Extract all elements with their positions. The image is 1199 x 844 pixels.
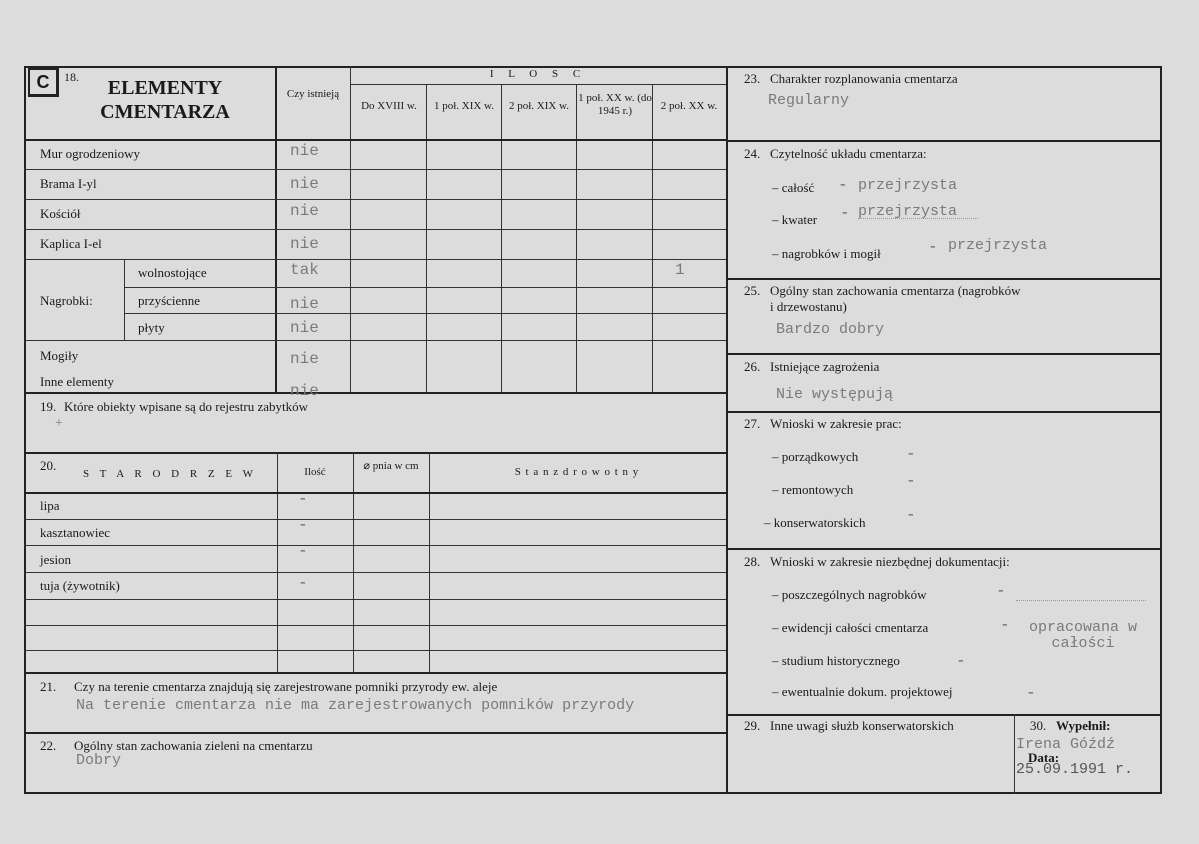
s27-item: – remontowych [772,482,854,497]
s21-label: Czy na terenie cmentarza znajdują się zarejestrowane pomniki przyrody ew. aleje [74,679,498,694]
s20-hline [24,545,726,546]
s18-hline [24,199,726,200]
s18-vline [576,84,577,392]
s24-item-dash: - [838,176,848,194]
s18-hline [124,287,726,288]
s24-item-label: – całość [772,180,815,195]
row-label: Kaplica I-el [40,236,102,251]
column-divider [726,66,728,794]
s19-value: + [55,416,63,431]
s28-label: Wnioski w zakresie niezbędnej dokumentacji: [770,554,1010,569]
s28-number: 28. [744,554,761,569]
period-4: 1 poł. XX w. (do 1945 r.) [578,92,652,117]
s20-col-pnia: ⌀ pnia w cm [363,460,419,472]
s27-item-dash: - [906,506,916,524]
s20-hline [24,625,726,626]
s28-item-value: opracowana w całości [1028,619,1138,652]
tree-count: - [298,574,308,592]
s18-vline [124,259,125,340]
s24-item-label: – nagrobków i mogił [772,246,881,261]
s25-number: 25. [744,283,761,298]
s21-number: 21. [40,679,57,694]
s28-item-dash: - [1000,616,1010,634]
s23-number: 23. [744,71,761,86]
s19-number: 19. [40,399,57,414]
s20-vline [429,452,430,672]
row-label: wolnostojące [138,265,207,280]
exists-value: nie [290,350,319,368]
s24-item-value: przejrzysta [858,177,958,194]
period-2: 1 poł. XIX w. [433,100,495,112]
s27-item: – konserwatorskich [764,515,866,530]
s25-label-line1: Ogólny stan zachowania cmentarza (nagrobków [770,283,1021,298]
s22-value: Dobry [76,752,122,769]
s23-bottom-rule [726,140,1162,142]
s20-header-rule [24,492,726,494]
exists-value: nie [290,202,319,220]
exists-value: nie [290,382,319,400]
s18-vline [426,84,427,392]
s24-dotted-line [858,218,978,219]
section-letter: C [36,72,50,92]
s30-date-label: Data: [1028,750,1060,765]
exists-value: nie [290,142,319,160]
tree-count: - [298,490,308,508]
exists-value: tak [290,261,319,279]
s28-item-label: – poszczególnych nagrobków [772,587,927,602]
tree-count: - [298,516,308,534]
s18-hline [350,84,726,85]
s27-number: 27. [744,416,761,431]
s27-item-dash: - [906,445,916,463]
period-5: 2 poł. XX w. [660,100,718,112]
exists-value: nie [290,295,319,313]
s18-vline [501,84,502,392]
row-label: Inne elementy [40,374,114,389]
col-header-ilosc: I L O S C [489,68,587,80]
period-1: Do XVIII w. [361,100,417,112]
s28-bottom-rule [726,714,1162,716]
s21-bottom-rule [24,732,726,734]
s20-col-ilosc: Ilość [304,466,326,478]
s30-name: Irena Góźdź [1016,736,1116,753]
tree-label: kasztanowiec [40,525,111,540]
s28-dotted-line [1016,600,1146,601]
s20-hline [24,599,726,600]
s26-number: 26. [744,359,761,374]
s25-label-line2: i drzewostanu) [770,299,847,314]
s26-value: Nie występują [776,386,894,403]
s20-col-stan: S t a n z d r o w o t n y [514,466,640,478]
s20-hline [24,519,726,520]
s25-value: Bardzo dobry [776,321,885,338]
s19-bottom-rule [24,452,726,454]
exists-value: nie [290,235,319,253]
s28-item-dash: - [996,582,1006,600]
s18-title-line1: ELEMENTY [107,77,223,99]
row-label: przyścienne [138,293,201,308]
s22-label: Ogólny stan zachowania zieleni na cmentarzu [74,738,313,753]
s23-label: Charakter rozplanowania cmentarza [770,71,958,86]
s24-item-dash: - [928,238,938,256]
s24-bottom-rule [726,278,1162,280]
s27-item-dash: - [906,472,916,490]
s29-s30-divider [1014,714,1015,794]
s18-title [60,76,270,124]
s28-item-dash: - [1026,684,1036,702]
row-label: Mogiły [40,348,79,363]
s20-number: 20. [40,458,57,473]
s27-bottom-rule [726,548,1162,550]
s20-hline [24,572,726,573]
s20-bottom-rule [24,672,726,674]
s28-item-label: – ewentualnie dokum. projektowej [772,684,953,699]
s18-hline [124,313,726,314]
s24-item-value: przejrzysta [948,237,1048,254]
nagrobki-label: Nagrobki: [40,293,93,308]
s28-item-label: – ewidencji całości cmentarza [772,620,929,635]
col-header-exists: Czy istnieją [286,88,340,100]
s27-item: – porządkowych [772,449,859,464]
s29-label: Inne uwagi służb konserwatorskich [770,718,954,733]
tree-label: tuja (żywotnik) [40,578,120,593]
s18-number: 18. [64,70,79,84]
exists-value: nie [290,175,319,193]
s26-label: Istniejące zagrożenia [770,359,880,374]
row-label: Brama I-yl [40,176,97,191]
s18-title-line2: CMENTARZA [100,101,230,123]
s28-item-dash: - [956,652,966,670]
s28-item-label: – studium historycznego [772,653,900,668]
s19-label: Które obiekty wpisane są do rejestru zabytków [64,399,309,414]
s20-title: S T A R O D R Z E W [82,468,258,480]
s20-vline [277,452,278,672]
s30-label: Wypełnił: [1056,718,1111,733]
s25-bottom-rule [726,353,1162,355]
s18-hline [24,259,726,260]
s18-hline [24,169,726,170]
s22-number: 22. [40,738,57,753]
tree-count: - [298,542,308,560]
s18-hline [24,229,726,230]
s30-number: 30. [1030,718,1047,733]
s20-vline [353,452,354,672]
s29-number: 29. [744,718,761,733]
row-label: Mur ogrodzeniowy [40,146,141,161]
tree-label: lipa [40,498,60,513]
s20-hline [24,650,726,651]
tree-label: jesion [40,552,72,567]
row-label: Kościół [40,206,81,221]
s24-item-dash: - [840,204,850,222]
s24-item-label: – kwater [772,212,818,227]
s18-header-rule [24,139,726,141]
period-3: 2 poł. XIX w. [508,100,570,112]
s18-vline [652,84,653,392]
s30-date: 25.09.1991 r. [1016,761,1134,778]
s24-number: 24. [744,146,761,161]
s18-hline [24,340,726,341]
s26-bottom-rule [726,411,1162,413]
section-letter-box [28,68,59,97]
count-value: 1 [675,261,685,279]
s24-item-value: przejrzysta [858,203,958,220]
s18-bottom-rule [24,392,726,394]
exists-value: nie [290,319,319,337]
s23-value: Regularny [768,92,850,109]
s21-value: Na terenie cmentarza nie ma zarejestrowanych pomników przyrody [76,697,635,714]
row-label: płyty [138,320,165,335]
s27-label: Wnioski w zakresie prac: [770,416,902,431]
s24-label: Czytelność układu cmentarza: [770,146,927,161]
